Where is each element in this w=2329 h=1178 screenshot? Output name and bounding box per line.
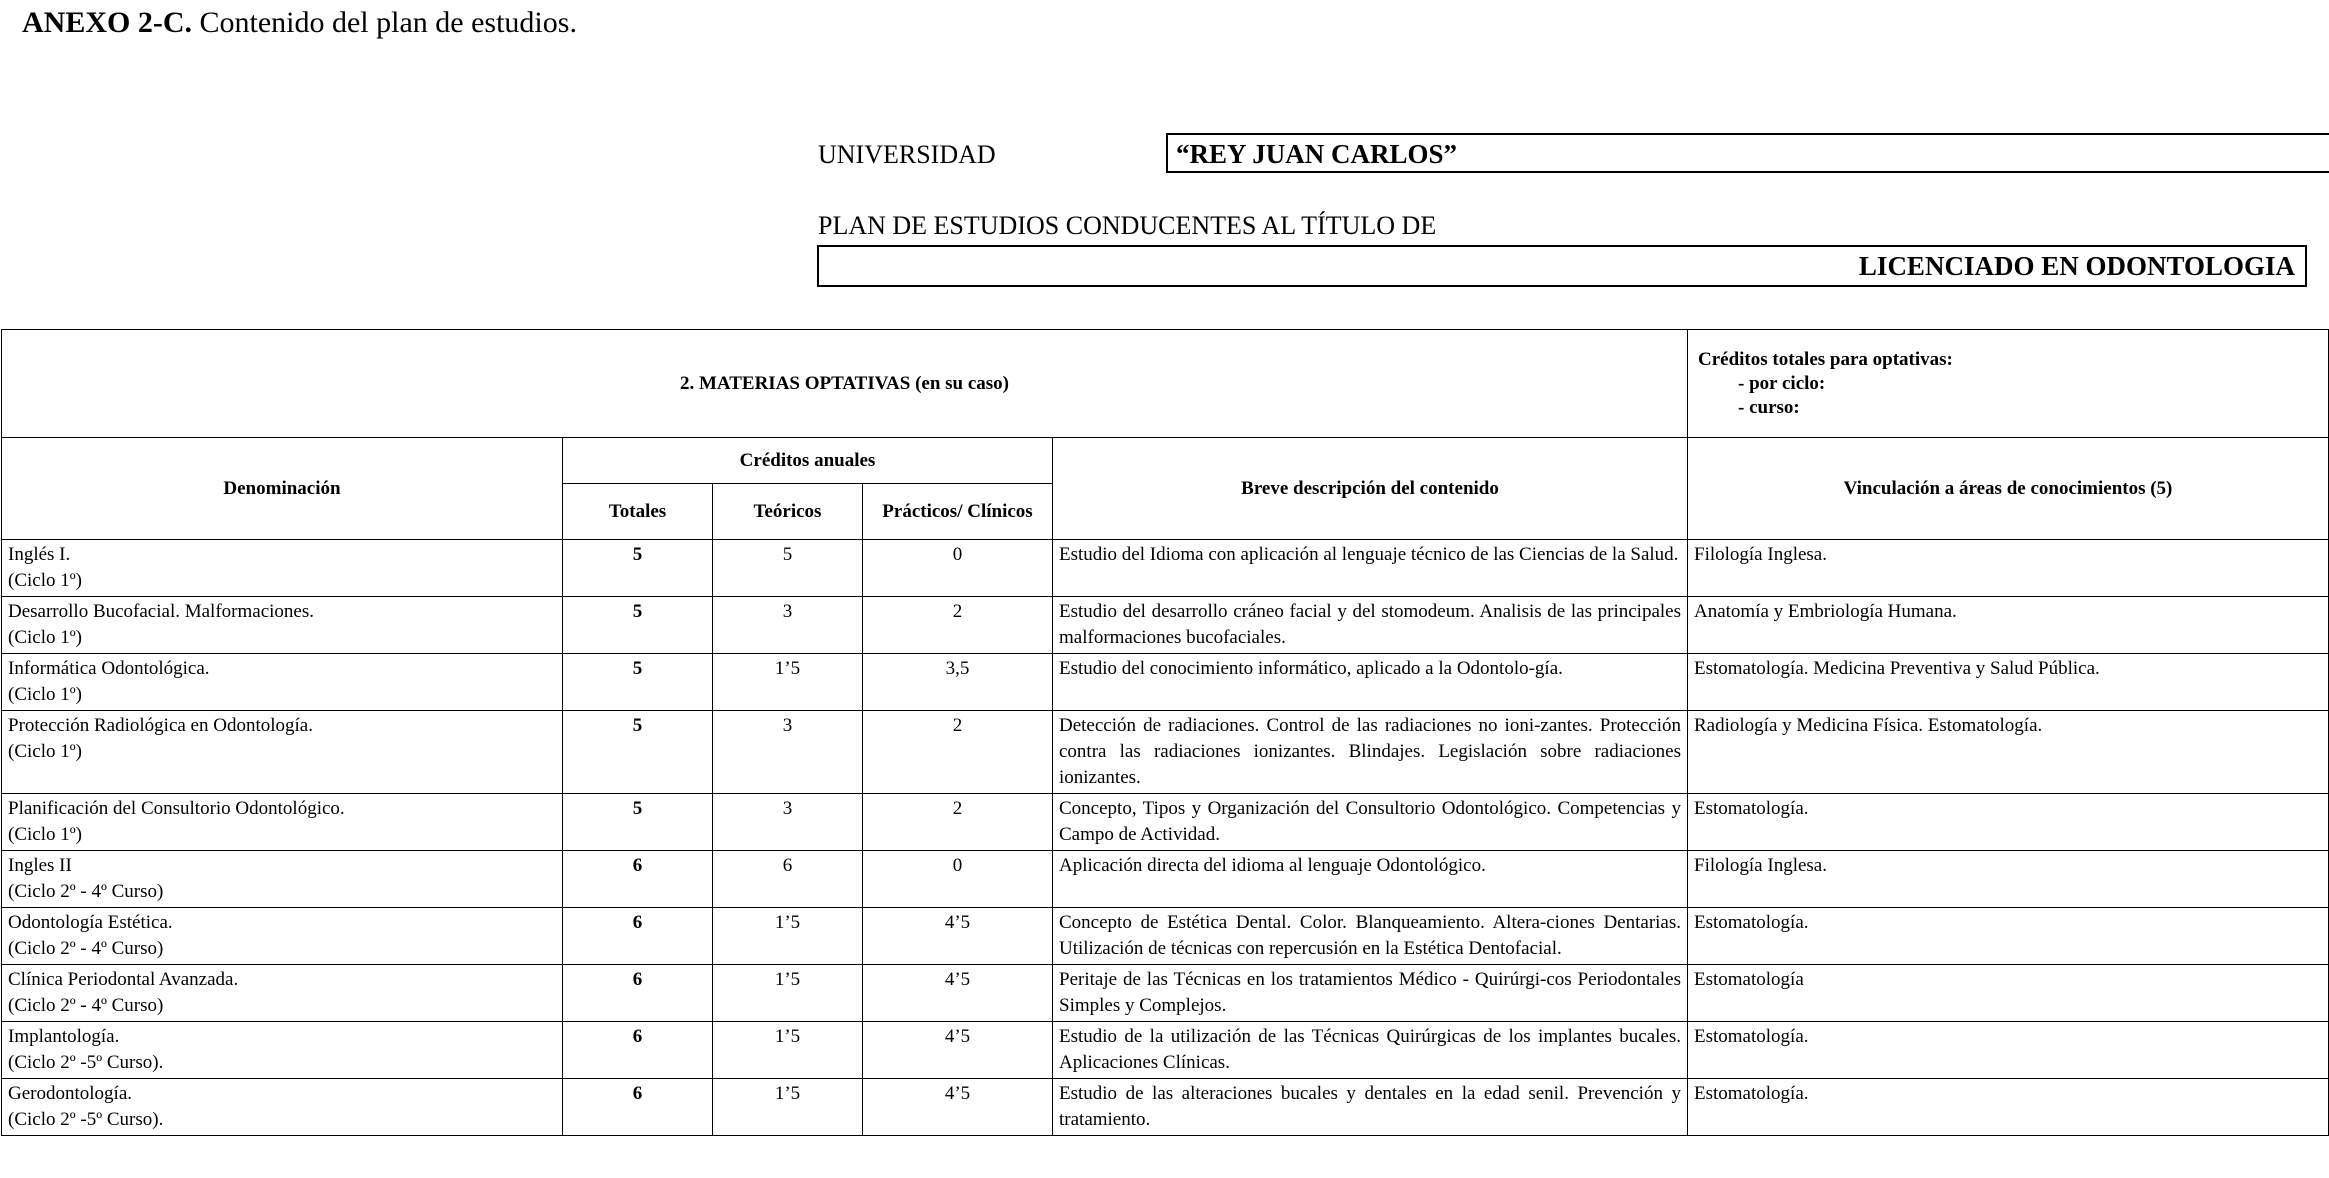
credits-theory: 1’5 — [713, 1079, 863, 1136]
credits-theory: 1’5 — [713, 908, 863, 965]
subject-name: Ingles II — [8, 855, 72, 876]
header-vinculacion: Vinculación a áreas de conocimientos (5) — [1688, 438, 2329, 540]
credits-practice: 4’5 — [863, 1022, 1053, 1079]
table-row — [2, 1079, 2329, 1136]
subject-cycle: (Ciclo 2º - 4º Curso) — [8, 881, 164, 902]
subject-description: Estudio de las alteraciones bucales y dentales en la edad senil. Prevención y tratamiento. — [1053, 1079, 1688, 1136]
credits-total: 5 — [563, 654, 713, 711]
subject-cycle: (Ciclo 2º - 4º Curso) — [8, 995, 164, 1016]
header-descripcion: Breve descripción del contenido — [1053, 438, 1688, 540]
subject-cycle: (Ciclo 2º -5º Curso). — [8, 1109, 164, 1130]
subject-area: Estomatología. — [1688, 794, 2329, 851]
credits-total: 5 — [563, 540, 713, 597]
credits-total-box — [1688, 330, 2329, 438]
credits-theory: 3 — [713, 794, 863, 851]
credits-theory: 1’5 — [713, 1022, 863, 1079]
subject-area: Estomatología. — [1688, 1022, 2329, 1079]
subject-description: Concepto, Tipos y Organización del Consultorio Odontológico. Competencias y Campo de Actividad. — [1053, 794, 1688, 851]
subject-area: Estomatología. — [1688, 1079, 2329, 1136]
subject-description: Estudio del Idioma con aplicación al lenguaje técnico de las Ciencias de la Salud. — [1053, 540, 1688, 597]
table-row — [2, 711, 2329, 794]
credits-practice: 2 — [863, 597, 1053, 654]
annex-title: Contenido del plan de estudios. — [192, 6, 577, 39]
table-row — [2, 908, 2329, 965]
subject-name: Implantología. — [8, 1026, 120, 1047]
credits-theory: 1’5 — [713, 654, 863, 711]
subject-cycle: (Ciclo 1º) — [8, 684, 82, 705]
table-row — [2, 597, 2329, 654]
subject-description: Peritaje de las Técnicas en los tratamientos Médico - Quirúrgi-cos Periodontales Simples y Complejos. — [1053, 965, 1688, 1022]
credits-per-course: - curso: — [1738, 396, 1800, 418]
table-row — [2, 540, 2329, 597]
credits-practice: 2 — [863, 711, 1053, 794]
table-row — [2, 794, 2329, 851]
credits-theory: 6 — [713, 851, 863, 908]
subject-area: Radiología y Medicina Física. Estomatología. — [1688, 711, 2329, 794]
subject-area: Estomatología. Medicina Preventiva y Salud Pública. — [1688, 654, 2329, 711]
header-practicos: Prácticos/ Clínicos — [863, 484, 1053, 540]
subject-description: Aplicación directa del idioma al lenguaje Odontológico. — [1053, 851, 1688, 908]
credits-practice: 4’5 — [863, 908, 1053, 965]
table-body — [2, 540, 2329, 1136]
subject-area: Estomatología — [1688, 965, 2329, 1022]
credits-theory: 1’5 — [713, 965, 863, 1022]
header-denominacion: Denominación — [2, 438, 563, 540]
credits-total: 6 — [563, 851, 713, 908]
subject-description: Estudio de la utilización de las Técnicas Quirúrgicas de los implantes bucales. Aplicaciones Clínicas. — [1053, 1022, 1688, 1079]
subject-name: Clínica Periodontal Avanzada. — [8, 969, 239, 990]
header-creditos-anuales: Créditos anuales — [563, 438, 1053, 484]
credits-total: 6 — [563, 908, 713, 965]
plan-label: PLAN DE ESTUDIOS CONDUCENTES AL TÍTULO DE — [818, 211, 1437, 240]
subject-name: Gerodontología. — [8, 1083, 133, 1104]
table-row — [2, 851, 2329, 908]
subject-description: Estudio del conocimiento informático, aplicado a la Odontolo-gía. — [1053, 654, 1688, 711]
table-row — [2, 654, 2329, 711]
credits-practice: 0 — [863, 851, 1053, 908]
degree-title-box: LICENCIADO EN ODONTOLOGIA — [817, 245, 2307, 287]
credits-theory: 3 — [713, 597, 863, 654]
credits-practice: 3,5 — [863, 654, 1053, 711]
annex-heading — [22, 6, 577, 40]
credits-total-title: Créditos totales para optativas: — [1698, 348, 1953, 370]
subject-cycle: (Ciclo 1º) — [8, 741, 82, 762]
credits-practice: 4’5 — [863, 1079, 1053, 1136]
subject-name: Protección Radiológica en Odontología. — [8, 715, 313, 736]
credits-total: 6 — [563, 965, 713, 1022]
subject-name: Planificación del Consultorio Odontológico. — [8, 798, 345, 819]
subject-cycle: (Ciclo 2º -5º Curso). — [8, 1052, 164, 1073]
subject-description: Detección de radiaciones. Control de las radiaciones no ioni-zantes. Protección contra las radiaciones ionizantes. Blindajes. Legislación sobre radiaciones ionizantes. — [1053, 711, 1688, 794]
credits-practice: 0 — [863, 540, 1053, 597]
university-label: UNIVERSIDAD — [818, 140, 996, 169]
credits-practice: 2 — [863, 794, 1053, 851]
credits-total: 5 — [563, 711, 713, 794]
subject-cycle: (Ciclo 1º) — [8, 570, 82, 591]
credits-per-cycle: - por ciclo: — [1738, 372, 1826, 394]
table-row — [2, 1022, 2329, 1079]
credits-total: 5 — [563, 597, 713, 654]
header-teoricos: Teóricos — [713, 484, 863, 540]
subject-area: Filología Inglesa. — [1688, 540, 2329, 597]
optional-subjects-table — [1, 329, 2329, 1136]
annex-label: ANEXO 2-C. — [22, 6, 192, 39]
subject-area: Estomatología. — [1688, 908, 2329, 965]
subject-name: Informática Odontológica. — [8, 658, 210, 679]
credits-total: 6 — [563, 1079, 713, 1136]
subject-cycle: (Ciclo 1º) — [8, 627, 82, 648]
subject-cycle: (Ciclo 1º) — [8, 824, 82, 845]
subject-area: Filología Inglesa. — [1688, 851, 2329, 908]
subject-name: Odontología Estética. — [8, 912, 173, 933]
credits-total: 5 — [563, 794, 713, 851]
subject-area: Anatomía y Embriología Humana. — [1688, 597, 2329, 654]
subject-name: Desarrollo Bucofacial. Malformaciones. — [8, 601, 314, 622]
section-title: 2. MATERIAS OPTATIVAS (en su caso) — [2, 330, 1688, 438]
subject-description: Concepto de Estética Dental. Color. Blanqueamiento. Altera-ciones Dentarias. Utilización de técnicas con repercusión en la Estética Dentofacial. — [1053, 908, 1688, 965]
table-row — [2, 965, 2329, 1022]
subject-description: Estudio del desarrollo cráneo facial y del stomodeum. Analisis de las principales malformaciones bucofaciales. — [1053, 597, 1688, 654]
university-name-box: “REY JUAN CARLOS” — [1166, 133, 2329, 173]
credits-theory: 5 — [713, 540, 863, 597]
subject-cycle: (Ciclo 2º - 4º Curso) — [8, 938, 164, 959]
header-totales: Totales — [563, 484, 713, 540]
credits-total: 6 — [563, 1022, 713, 1079]
credits-theory: 3 — [713, 711, 863, 794]
credits-practice: 4’5 — [863, 965, 1053, 1022]
subject-name: Inglés I. — [8, 544, 71, 565]
